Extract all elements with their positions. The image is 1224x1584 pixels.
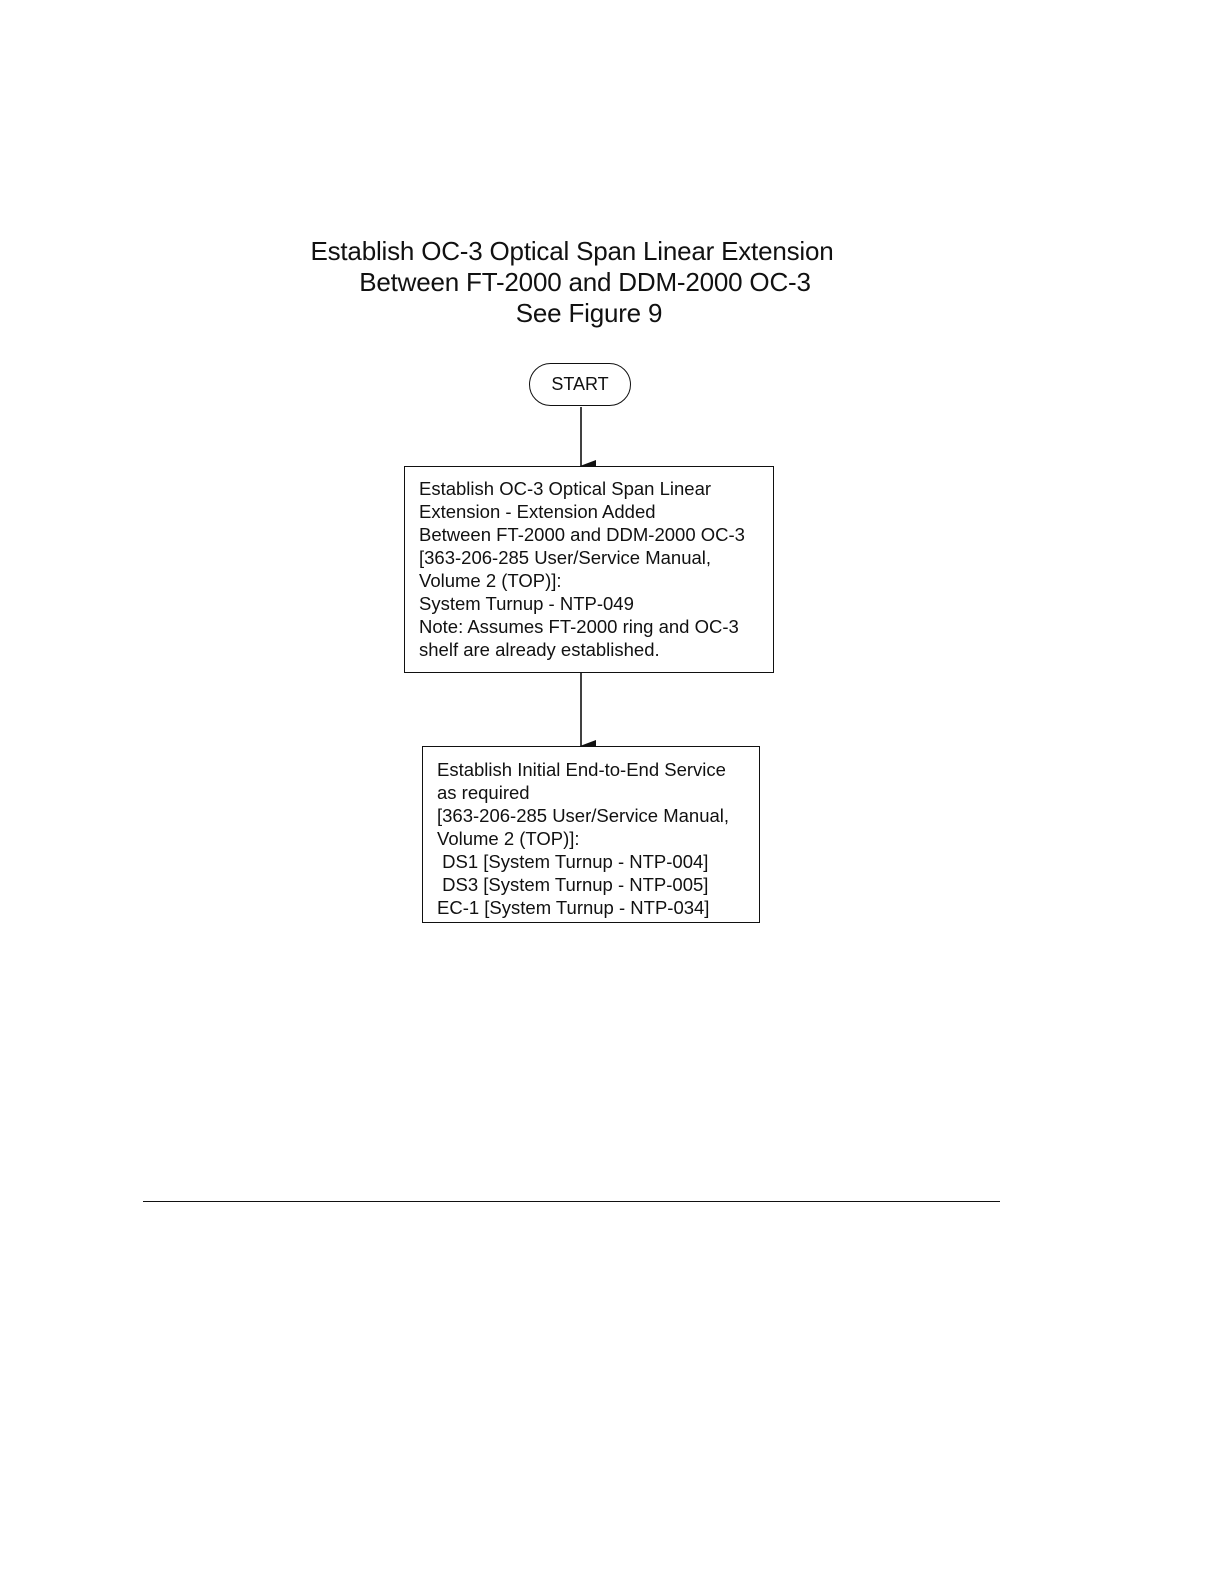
start-terminal <box>529 363 631 406</box>
box1-line: Volume 2 (TOP)]: <box>419 570 562 591</box>
box2-line: EC-1 [System Turnup - NTP-034] <box>437 897 710 918</box>
diagram-title <box>292 236 892 329</box>
box1-line: Establish OC-3 Optical Span Linear <box>419 478 712 499</box>
title-line-1: Establish OC-3 Optical Span Linear Extension <box>310 236 834 266</box>
title-line-2: Between FT-2000 and DDM-2000 OC-3 <box>359 267 811 297</box>
box1-line: System Turnup - NTP-049 <box>419 593 634 614</box>
box1-line: shelf are already established. <box>419 639 660 660</box>
box1-line: [363-206-285 User/Service Manual, <box>419 547 712 568</box>
box2-line: DS1 [System Turnup - NTP-004] <box>437 851 709 872</box>
title-line-3: See Figure 9 <box>515 298 663 328</box>
box1-line: Extension - Extension Added <box>419 501 656 522</box>
box1-line: Between FT-2000 and DDM-2000 OC-3 <box>419 524 745 545</box>
box1-line: Note: Assumes FT-2000 ring and OC-3 <box>419 616 739 637</box>
box2-line: Volume 2 (TOP)]: <box>437 828 580 849</box>
footer-rule <box>143 1201 1000 1202</box>
box2-line: Establish Initial End-to-End Service <box>437 759 726 780</box>
process-box-establish-extension <box>404 466 774 673</box>
box2-line: DS3 [System Turnup - NTP-005] <box>437 874 709 895</box>
box2-line: [363-206-285 User/Service Manual, <box>437 805 730 826</box>
start-label: START <box>551 374 609 394</box>
process-box-initial-service <box>422 746 760 923</box>
box2-line: as required <box>437 782 530 803</box>
